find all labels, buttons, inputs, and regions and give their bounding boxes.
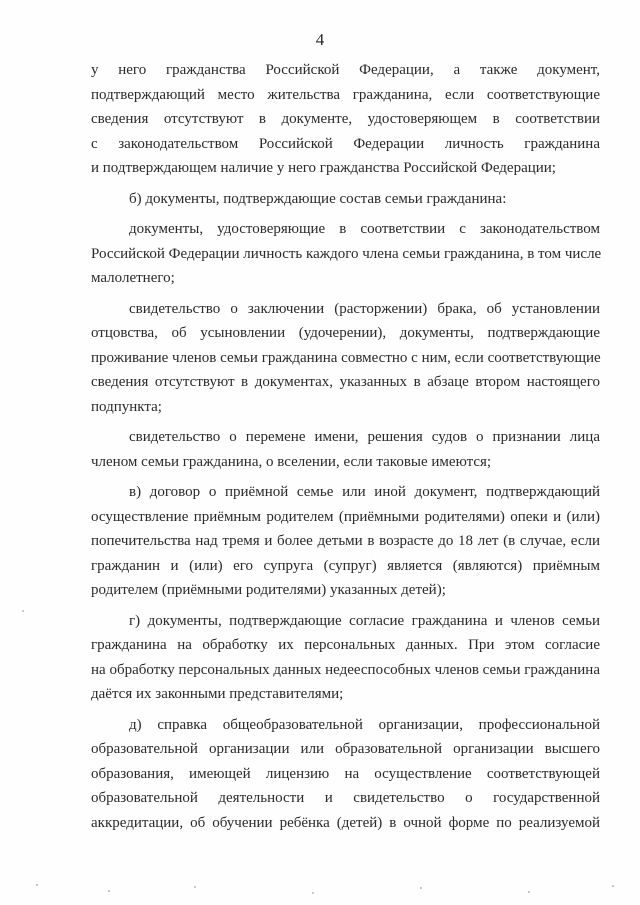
text-line: образования, имеющей лицензию на осуществление соответствующей (91, 765, 600, 782)
page-number: 4 (315, 30, 325, 49)
scan-speck (36, 884, 38, 886)
paragraph-b-heading: б) документы, подтверждающие состав семьи гражданина: (129, 190, 507, 207)
text-line: в) договор о приёмной семье или иной документ, подтверждающий (129, 484, 600, 500)
text-line: свидетельство о перемене имени, решения судов о признании лица (129, 429, 600, 445)
text-line: подпункта; (91, 398, 162, 415)
text-line: и подтверждающем наличие у него гражданства Российской Федерации; (91, 160, 556, 176)
text-line: д) справка общеобразовательной организации, профессиональной (129, 716, 600, 733)
text-line: на обработку персональных данных недееспособных членов семьи гражданина (91, 661, 600, 678)
scan-speck (194, 886, 196, 888)
document-body (91, 58, 600, 835)
scan-speck (108, 890, 110, 892)
scan-speck (312, 892, 314, 894)
text-line: подтверждающий место жительства гражданина, если соответствующие (91, 86, 600, 103)
text-line: членом семьи гражданина, о вселении, если таковые имеются; (91, 453, 492, 470)
text-line: свидетельство о заключении (расторжении) брака, об установлении (129, 300, 600, 317)
text-line: гражданина на обработку их персональных данных. При этом согласие (91, 637, 600, 653)
scan-speck (528, 891, 530, 893)
text-line: аккредитации, об обучении ребёнка (детей) в очной форме по реализуемой (91, 814, 600, 831)
text-line: отцовства, об усыновлении (удочерении), документы, подтверждающие (91, 325, 600, 341)
text-line: с законодательством Российской Федерации личность гражданина (91, 135, 600, 152)
text-line: сведения отсутствуют в документах, указанных в абзаце втором настоящего (91, 374, 600, 390)
scan-speck (22, 610, 24, 612)
text-line: образовательной организации или образовательной организации высшего (91, 741, 600, 757)
text-line: сведения отсутствуют в документе, удостоверяющем в соответствии (91, 111, 600, 127)
text-line: попечительства над тремя и более детьми в возрасте до 18 лет (в случае, если (91, 533, 600, 549)
text-line: образовательной деятельности и свидетельство о государственной (91, 790, 600, 806)
text-line: даётся их законными представителями; (91, 686, 344, 702)
scan-speck (420, 887, 422, 889)
text-line: Российской Федерации личность каждого члена семьи гражданина, в том числе (91, 245, 602, 262)
text-line: у него гражданства Российской Федерации, а также документ, (91, 62, 600, 78)
text-line: г) документы, подтверждающие согласие гражданина и членов семьи (129, 612, 600, 629)
scan-speck (612, 885, 614, 887)
text-line: родителем (приёмными родителями) указанных детей); (91, 582, 446, 598)
text-line: малолетнего; (91, 270, 175, 286)
text-line: осуществление приёмным родителем (приёмными родителями) опеки и (или) (91, 508, 600, 525)
text-line: гражданин и (или) его супруга (супруг) является (являются) приёмным (91, 557, 600, 574)
text-line: проживание членов семьи гражданина совместно с ним, если соответствующие (91, 349, 601, 366)
text-line: документы, удостоверяющие в соответствии с законодательством (129, 221, 600, 237)
